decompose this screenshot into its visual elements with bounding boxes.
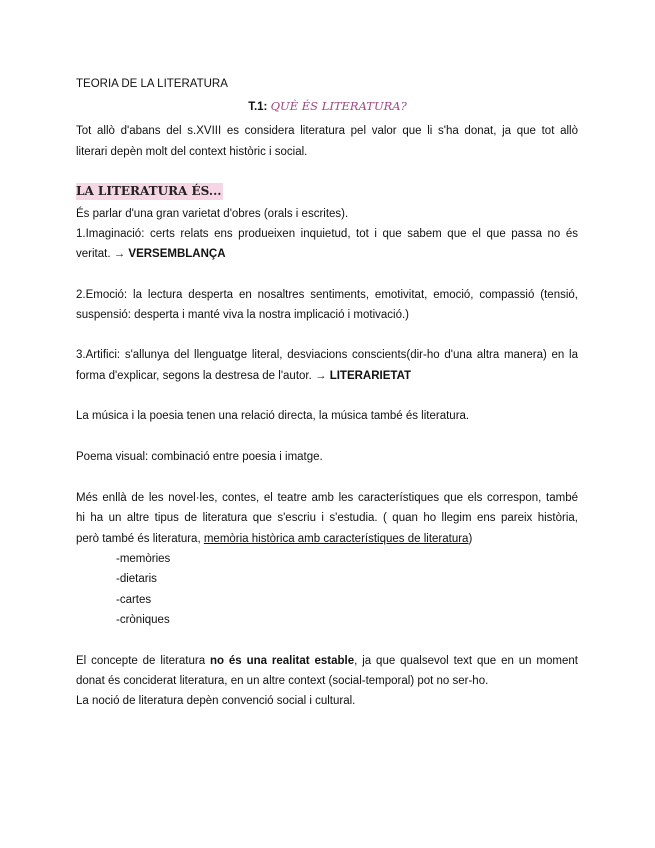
imagination-line-1: 1.Imaginació: certs relats ens produeixen inquietud, tot i que sabem que el que passa no és xyxy=(76,228,578,240)
topic-number: T.1: xyxy=(248,101,268,113)
concept-bold: no és una realitat estable xyxy=(209,655,355,667)
beyond-line-3: però també és literatura, memòria històrica amb característiques de literatura) xyxy=(76,533,473,545)
emotion-line-1: 2.Emoció: la lectura desperta en nosaltres sentiments, emotivitat, emoció, compassió (tensió, xyxy=(76,289,578,301)
document-header: TEORIA DE LA LITERATURA xyxy=(76,78,228,90)
definition-line: És parlar d'una gran varietat d'obres (orals i escrites). xyxy=(76,208,349,220)
concept-line-2: donat és conciderat literatura, en un altre context (social-temporal) pot no ser-ho. xyxy=(76,675,489,687)
list-item: -cròniques xyxy=(116,614,170,626)
literarietat-keyword: LITERARIETAT xyxy=(329,370,412,382)
beyond-line-2: hi ha un altre tipus de literatura que s'escriu i s'estudia. ( quan ho llegim ens pareix història, xyxy=(76,512,578,524)
emotion-line-2: suspensió: desperta i manté viva la nostra implicació i motivació.) xyxy=(76,309,410,321)
section-heading: LA LITERATURA ÉS... xyxy=(76,184,222,198)
list-item: -cartes xyxy=(116,594,152,606)
underlined-phrase: memòria històrica amb característiques de literatura xyxy=(203,533,469,545)
music-paragraph: La música i la poesia tenen una relació directa, la música també és literatura. xyxy=(76,410,470,422)
imagination-line-2: veritat. → VERSEMBLANÇA xyxy=(76,248,226,260)
list-item: -memòries xyxy=(116,553,171,565)
artifice-line-1: 3.Artifici: s'allunya del llenguatge literal, desviacions conscients(dir-ho d'una altra manera) en la xyxy=(76,349,578,361)
artifice-line-2: forma d'explicar, segons la destresa de l'autor. → LITERARIETAT xyxy=(76,370,412,382)
intro-line-1: Tot allò d'abans del s.XVIII es considera literatura pel valor que li s'ha donat, ja que tot allò xyxy=(76,125,578,137)
concept-line-1: El concepte de literatura no és una realitat estable, ja que qualsevol text que en un moment xyxy=(76,655,578,667)
visual-poem-paragraph: Poema visual: combinació entre poesia i imatge. xyxy=(76,451,323,463)
versemblanca-keyword: VERSEMBLANÇA xyxy=(128,248,226,260)
list-item: -dietaris xyxy=(116,573,157,585)
convention-line: La noció de literatura depèn convenció social i cultural. xyxy=(76,695,356,707)
intro-line-2: literari depèn molt del context històric i social. xyxy=(76,146,308,158)
topic-title xyxy=(0,98,655,115)
topic-name: QUÈ ÉS LITERATURA? xyxy=(270,99,407,113)
beyond-line-1: Més enllà de les novel·les, contes, el teatre amb les característiques que els correspon, també xyxy=(76,492,578,504)
